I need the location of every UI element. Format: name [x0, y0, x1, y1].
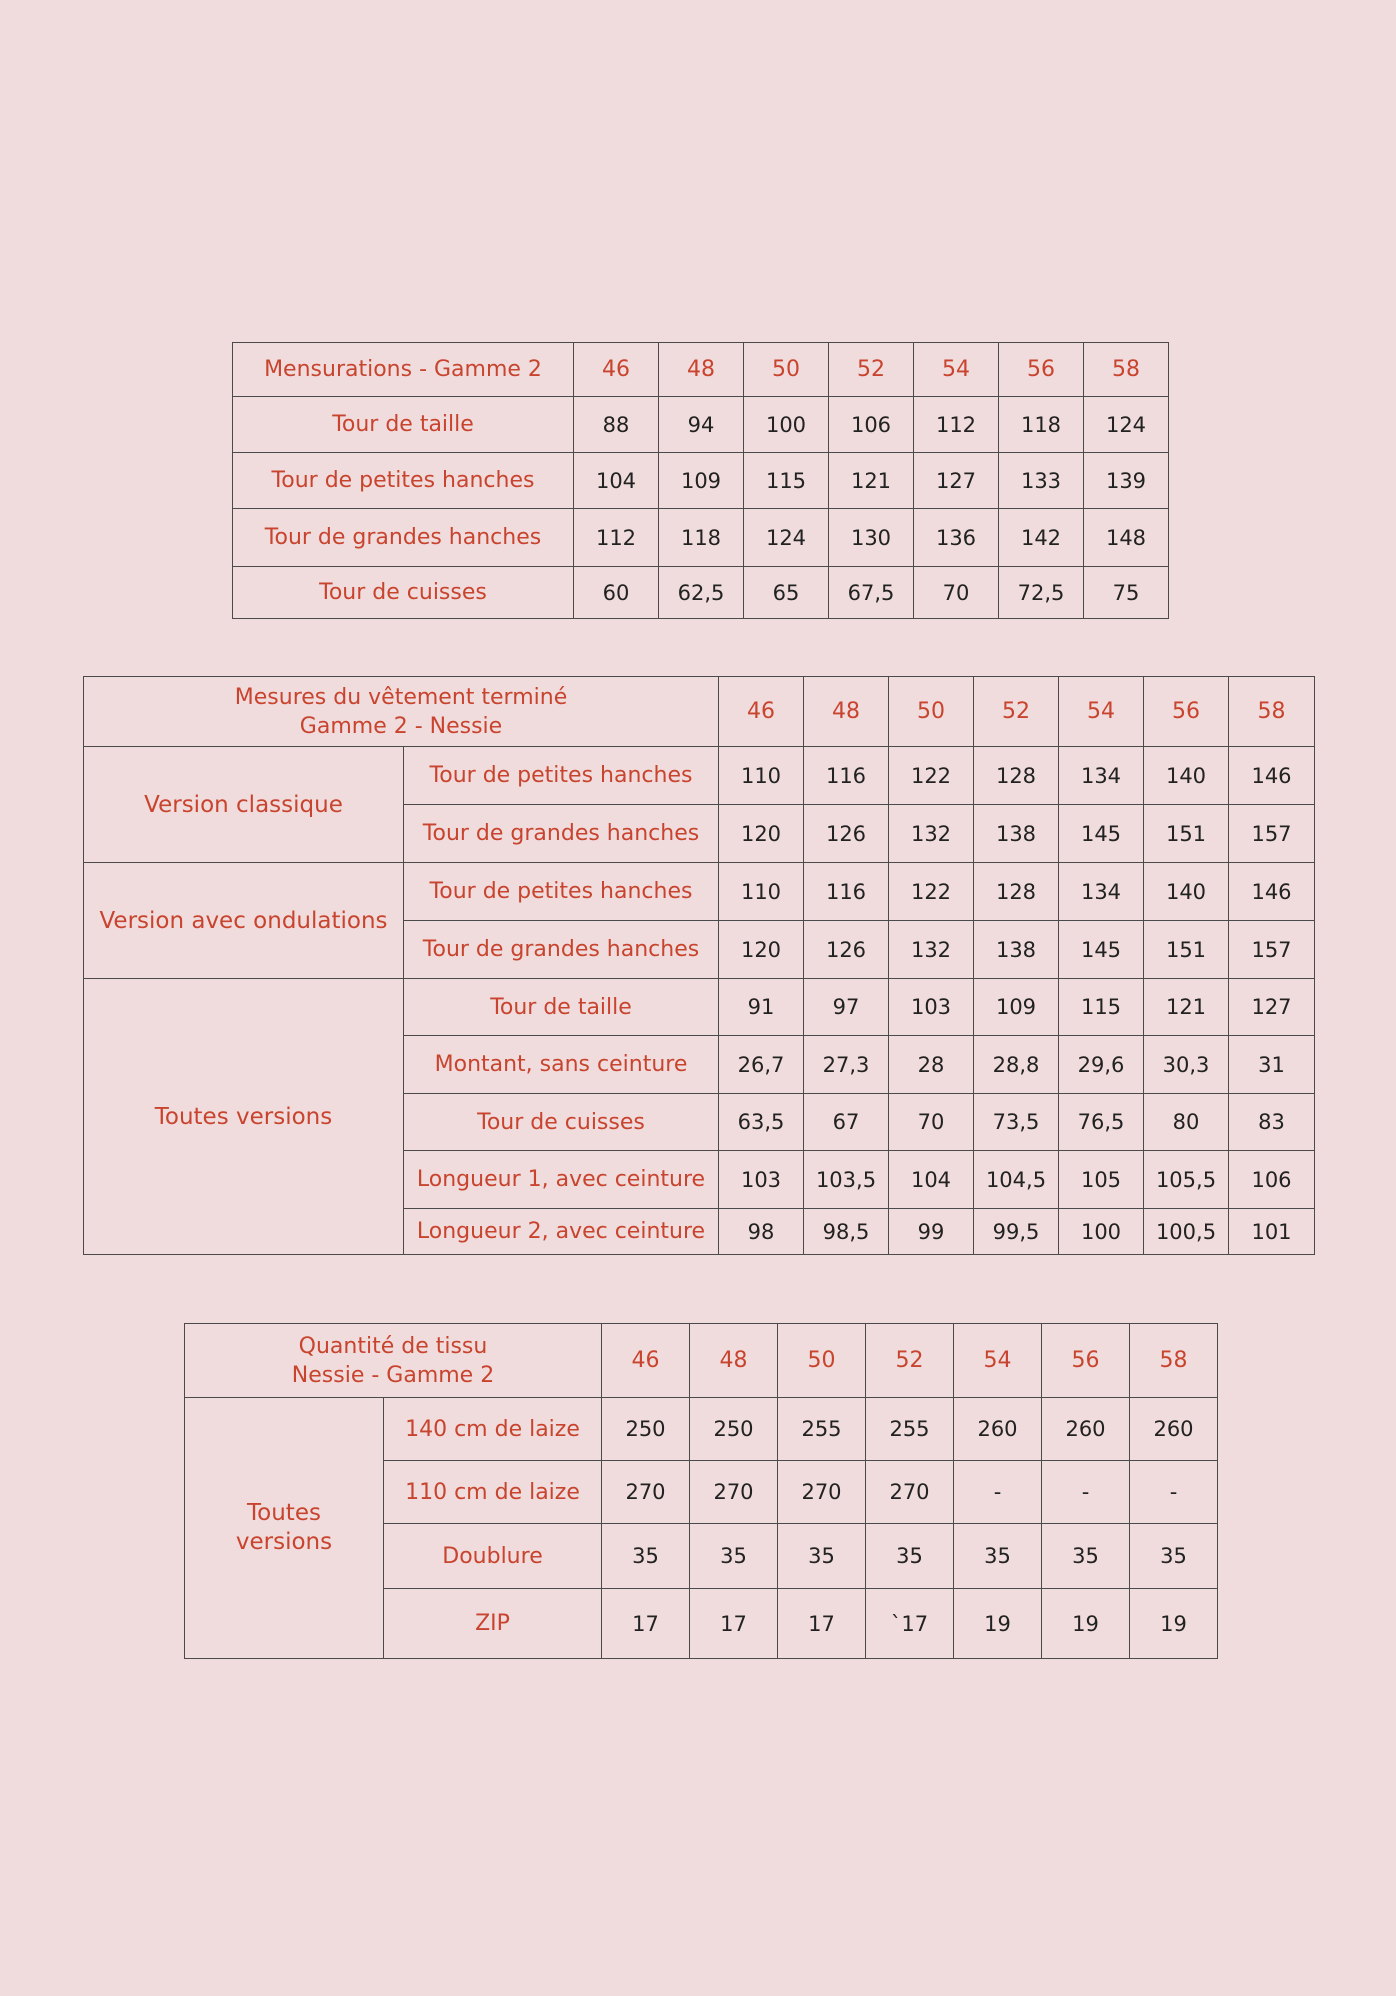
- cell-value: 100,5: [1144, 1209, 1229, 1255]
- cell-value: 151: [1144, 805, 1229, 863]
- size-header: 52: [829, 343, 914, 397]
- cell-value: 104: [574, 453, 659, 509]
- size-header: 46: [719, 677, 804, 747]
- cell-value: 19: [954, 1589, 1042, 1659]
- cell-value: 127: [914, 453, 999, 509]
- cell-value: 60: [574, 567, 659, 619]
- cell-value: 80: [1144, 1094, 1229, 1151]
- cell-value: 35: [602, 1524, 690, 1589]
- cell-value: 120: [719, 921, 804, 979]
- size-header: 50: [744, 343, 829, 397]
- cell-value: 118: [999, 397, 1084, 453]
- row-label: Tour de petites hanches: [233, 453, 574, 509]
- size-header: 54: [914, 343, 999, 397]
- cell-value: 88: [574, 397, 659, 453]
- cell-value: 104,5: [974, 1151, 1059, 1209]
- cell-value: 104: [889, 1151, 974, 1209]
- size-header: 58: [1229, 677, 1315, 747]
- cell-value: 115: [1059, 979, 1144, 1036]
- size-header: 58: [1084, 343, 1169, 397]
- cell-value: 260: [1130, 1398, 1218, 1461]
- cell-value: 255: [778, 1398, 866, 1461]
- row-label: Tour de grandes hanches: [404, 921, 719, 979]
- cell-value: 122: [889, 747, 974, 805]
- cell-value: 103,5: [804, 1151, 889, 1209]
- cell-value: 110: [719, 747, 804, 805]
- cell-value: 270: [866, 1461, 954, 1524]
- cell-value: 126: [804, 921, 889, 979]
- group-label-line2: versions: [235, 1529, 333, 1555]
- cell-value: 134: [1059, 863, 1144, 921]
- cell-value: -: [1042, 1461, 1130, 1524]
- cell-value: 140: [1144, 747, 1229, 805]
- table-row: [233, 397, 1169, 453]
- row-label: Longueur 1, avec ceinture: [404, 1151, 719, 1209]
- size-header: 52: [866, 1324, 954, 1398]
- row-label: Tour de grandes hanches: [233, 509, 574, 567]
- cell-value: 29,6: [1059, 1036, 1144, 1094]
- table-row: [233, 567, 1169, 619]
- cell-value: 270: [690, 1461, 778, 1524]
- cell-value: 109: [659, 453, 744, 509]
- cell-value: 94: [659, 397, 744, 453]
- cell-value: 35: [778, 1524, 866, 1589]
- cell-value: 98: [719, 1209, 804, 1255]
- cell-value: `17: [866, 1589, 954, 1659]
- table-header-row: [84, 677, 1315, 747]
- cell-value: -: [954, 1461, 1042, 1524]
- cell-value: 26,7: [719, 1036, 804, 1094]
- size-header: 58: [1130, 1324, 1218, 1398]
- cell-value: 101: [1229, 1209, 1315, 1255]
- cell-value: 146: [1229, 747, 1315, 805]
- row-label: Tour de taille: [233, 397, 574, 453]
- row-label: Tour de taille: [404, 979, 719, 1036]
- cell-value: 35: [690, 1524, 778, 1589]
- table-row: [84, 747, 1315, 805]
- cell-value: 145: [1059, 805, 1144, 863]
- cell-value: 73,5: [974, 1094, 1059, 1151]
- row-label: Tour de grandes hanches: [404, 805, 719, 863]
- cell-value: 106: [1229, 1151, 1315, 1209]
- cell-value: 140: [1144, 863, 1229, 921]
- table-header-row: [233, 343, 1169, 397]
- cell-value: 124: [744, 509, 829, 567]
- cell-value: 103: [719, 1151, 804, 1209]
- size-header: 56: [1144, 677, 1229, 747]
- cell-value: 75: [1084, 567, 1169, 619]
- cell-value: 122: [889, 863, 974, 921]
- cell-value: 146: [1229, 863, 1315, 921]
- cell-value: 70: [889, 1094, 974, 1151]
- table-title: [84, 677, 719, 747]
- row-label: 110 cm de laize: [384, 1461, 602, 1524]
- size-header: 56: [999, 343, 1084, 397]
- cell-value: 17: [602, 1589, 690, 1659]
- row-label: Montant, sans ceinture: [404, 1036, 719, 1094]
- size-header: 54: [954, 1324, 1042, 1398]
- cell-value: 132: [889, 805, 974, 863]
- cell-value: 151: [1144, 921, 1229, 979]
- cell-value: 136: [914, 509, 999, 567]
- cell-value: 62,5: [659, 567, 744, 619]
- table-row: [185, 1398, 1218, 1461]
- cell-value: 112: [574, 509, 659, 567]
- cell-value: -: [1130, 1461, 1218, 1524]
- cell-value: 97: [804, 979, 889, 1036]
- size-header: 54: [1059, 677, 1144, 747]
- cell-value: 91: [719, 979, 804, 1036]
- cell-value: 250: [690, 1398, 778, 1461]
- cell-value: 83: [1229, 1094, 1315, 1151]
- size-header: 46: [602, 1324, 690, 1398]
- size-header: 50: [778, 1324, 866, 1398]
- row-label: ZIP: [384, 1589, 602, 1659]
- row-label: Tour de cuisses: [404, 1094, 719, 1151]
- table-header-row: [185, 1324, 1218, 1398]
- group-label: Version avec ondulations: [84, 863, 404, 979]
- cell-value: 99: [889, 1209, 974, 1255]
- cell-value: 157: [1229, 921, 1315, 979]
- row-label: 140 cm de laize: [384, 1398, 602, 1461]
- cell-value: 100: [1059, 1209, 1144, 1255]
- table-title-line1: Mesures du vêtement terminé: [234, 684, 568, 710]
- cell-value: 260: [954, 1398, 1042, 1461]
- cell-value: 76,5: [1059, 1094, 1144, 1151]
- cell-value: 103: [889, 979, 974, 1036]
- cell-value: 116: [804, 863, 889, 921]
- row-label: Tour de petites hanches: [404, 863, 719, 921]
- cell-value: 270: [602, 1461, 690, 1524]
- cell-value: 70: [914, 567, 999, 619]
- cell-value: 27,3: [804, 1036, 889, 1094]
- cell-value: 30,3: [1144, 1036, 1229, 1094]
- cell-value: 109: [974, 979, 1059, 1036]
- cell-value: 67,5: [829, 567, 914, 619]
- cell-value: 139: [1084, 453, 1169, 509]
- cell-value: 31: [1229, 1036, 1315, 1094]
- table-row: [84, 863, 1315, 921]
- cell-value: 65: [744, 567, 829, 619]
- finished-garment-table: [83, 676, 1315, 1255]
- cell-value: 72,5: [999, 567, 1084, 619]
- cell-value: 127: [1229, 979, 1315, 1036]
- cell-value: 17: [778, 1589, 866, 1659]
- cell-value: 99,5: [974, 1209, 1059, 1255]
- cell-value: 142: [999, 509, 1084, 567]
- cell-value: 17: [690, 1589, 778, 1659]
- cell-value: 118: [659, 509, 744, 567]
- cell-value: 134: [1059, 747, 1144, 805]
- cell-value: 138: [974, 805, 1059, 863]
- table-title-line2: Nessie - Gamme 2: [291, 1362, 495, 1388]
- cell-value: 128: [974, 747, 1059, 805]
- size-header: 52: [974, 677, 1059, 747]
- fabric-quantity-table: [184, 1323, 1218, 1659]
- cell-value: 19: [1130, 1589, 1218, 1659]
- table-title-line2: Gamme 2 - Nessie: [299, 713, 503, 739]
- cell-value: 98,5: [804, 1209, 889, 1255]
- cell-value: 260: [1042, 1398, 1130, 1461]
- cell-value: 121: [1144, 979, 1229, 1036]
- size-header: 50: [889, 677, 974, 747]
- cell-value: 105,5: [1144, 1151, 1229, 1209]
- row-label: Longueur 2, avec ceinture: [404, 1209, 719, 1255]
- cell-value: 28: [889, 1036, 974, 1094]
- cell-value: 100: [744, 397, 829, 453]
- body-measurements-table: [232, 342, 1169, 619]
- group-label-line1: Toutes: [247, 1500, 321, 1526]
- table-title-line1: Quantité de tissu: [298, 1333, 488, 1359]
- cell-value: 270: [778, 1461, 866, 1524]
- group-label: Version classique: [84, 747, 404, 863]
- cell-value: 28,8: [974, 1036, 1059, 1094]
- row-label: Tour de petites hanches: [404, 747, 719, 805]
- cell-value: 121: [829, 453, 914, 509]
- cell-value: 128: [974, 863, 1059, 921]
- group-label: Toutes versions: [84, 979, 404, 1255]
- table-row: [84, 979, 1315, 1036]
- cell-value: 63,5: [719, 1094, 804, 1151]
- cell-value: 112: [914, 397, 999, 453]
- cell-value: 116: [804, 747, 889, 805]
- cell-value: 35: [866, 1524, 954, 1589]
- row-label: Doublure: [384, 1524, 602, 1589]
- cell-value: 105: [1059, 1151, 1144, 1209]
- size-header: 48: [690, 1324, 778, 1398]
- cell-value: 35: [954, 1524, 1042, 1589]
- cell-value: 115: [744, 453, 829, 509]
- cell-value: 126: [804, 805, 889, 863]
- cell-value: 67: [804, 1094, 889, 1151]
- cell-value: 124: [1084, 397, 1169, 453]
- cell-value: 19: [1042, 1589, 1130, 1659]
- cell-value: 120: [719, 805, 804, 863]
- cell-value: 148: [1084, 509, 1169, 567]
- cell-value: 35: [1042, 1524, 1130, 1589]
- cell-value: 138: [974, 921, 1059, 979]
- cell-value: 132: [889, 921, 974, 979]
- size-header: 56: [1042, 1324, 1130, 1398]
- cell-value: 145: [1059, 921, 1144, 979]
- cell-value: 250: [602, 1398, 690, 1461]
- cell-value: 110: [719, 863, 804, 921]
- group-label: [185, 1398, 384, 1659]
- cell-value: 130: [829, 509, 914, 567]
- size-header: 48: [804, 677, 889, 747]
- table-row: [233, 509, 1169, 567]
- cell-value: 255: [866, 1398, 954, 1461]
- row-label: Tour de cuisses: [233, 567, 574, 619]
- cell-value: 106: [829, 397, 914, 453]
- table-title: Mensurations - Gamme 2: [233, 343, 574, 397]
- size-header: 46: [574, 343, 659, 397]
- cell-value: 133: [999, 453, 1084, 509]
- cell-value: 157: [1229, 805, 1315, 863]
- cell-value: 35: [1130, 1524, 1218, 1589]
- size-header: 48: [659, 343, 744, 397]
- table-row: [233, 453, 1169, 509]
- table-title: [185, 1324, 602, 1398]
